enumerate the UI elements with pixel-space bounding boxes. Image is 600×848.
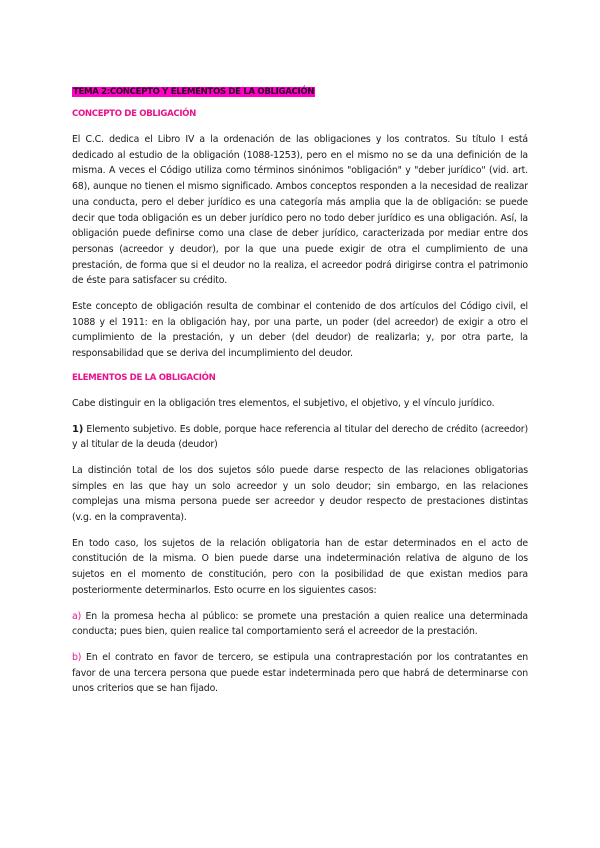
paragraph-determinacion: En todo caso, los sujetos de la relación obligatoria han de estar determinados en el acto de constitución de la misma. O bien puede darse una indeterminación relativa de alguno de los sujetos en el momento de constitución, pero con la posibilidad de que existan medios para posteriormente determinarlos. Esto ocurre en los siguientes casos: xyxy=(72,537,528,596)
document-title: TEMA 2:CONCEPTO Y ELEMENTOS DE LA OBLIGACIÓN xyxy=(73,87,315,97)
item-number: 1) xyxy=(72,423,84,435)
paragraph-combinacion: Este concepto de obligación resulta de combinar el contenido de dos artículos del Código civil, el 1088 y el 1911: en la obligación hay, por una parte, un poder (del acreedor) de exigir a otro el cumplimiento de la prestación, y un deber (del deudor) de realizarla; y, por otra parte, la responsabilidad que se deriva del incumplimiento del deudor. xyxy=(72,301,528,360)
case-a-text: En la promesa hecha al público: se promete una prestación a quien realice una determinada conducta; pues bien, quien realice tal comportamiento será el acreedor de la prestación. xyxy=(72,610,528,638)
section-heading-elementos: ELEMENTOS DE LA OBLIGACIÓN xyxy=(72,372,216,383)
case-a-letter: a) xyxy=(72,610,82,622)
paragraph-intro-elementos: Cabe distinguir en la obligación tres elementos, el subjetivo, el objetivo, y el vínculo jurídico. xyxy=(72,397,495,409)
paragraph-definicion: El C.C. dedica el Libro IV a la ordenación de las obligaciones y los contratos. Su título I está dedicado al estudio de la obligación (1088-1253), pero en el mismo no se da una definición de la misma. A veces el Código utiliza como términos sinónimos "obligación" y "deber jurídico" (vid. art. 68), aunque no tienen el mismo significado. Ambos conceptos responden a la necesidad de realizar una conducta, pero el deber jurídico es una categoría más amplia que la de obligación: se puede decir que toda obligación es un deber jurídico pero no todo deber jurídico es una obligación. Así, la obligación puede definirse como una clase de deber jurídico, caracterizada por mediar entre dos personas (acreedor y deudor), por la que una puede exigir de otra el cumplimiento de una prestación, de forma que si el deudor no la realiza, el acreedor podrá dirigirse contra el patrimonio de éste para satisfacer su crédito. xyxy=(72,134,528,287)
item-text: Elemento subjetivo. Es doble, porque hace referencia al titular del derecho de crédito (acreedor) y al titular de la deuda (deudor) xyxy=(72,423,528,451)
case-b-letter: b) xyxy=(72,651,82,663)
paragraph-case-b xyxy=(72,650,528,697)
paragraph-case-a xyxy=(72,609,528,640)
paragraph-elemento-subjetivo xyxy=(72,422,528,453)
section-heading-concepto: CONCEPTO DE OBLIGACIÓN xyxy=(72,109,196,119)
title-line xyxy=(72,82,528,95)
case-b-text: En el contrato en favor de tercero, se estipula una contraprestación por los contratantes en favor de una tercera persona que puede estar indeterminada pero que habrá de determinarse con unos criterios que se han fijado. xyxy=(72,651,528,695)
paragraph-distincion: La distinción total de los dos sujetos sólo puede darse respecto de las relaciones obligatorias simples en las que hay un solo acreedor y un solo deudor; sin embargo, en las relaciones complejas una misma persona puede ser acreedor y deudor respecto de prestaciones distintas (v.g. en la compraventa). xyxy=(72,464,528,524)
